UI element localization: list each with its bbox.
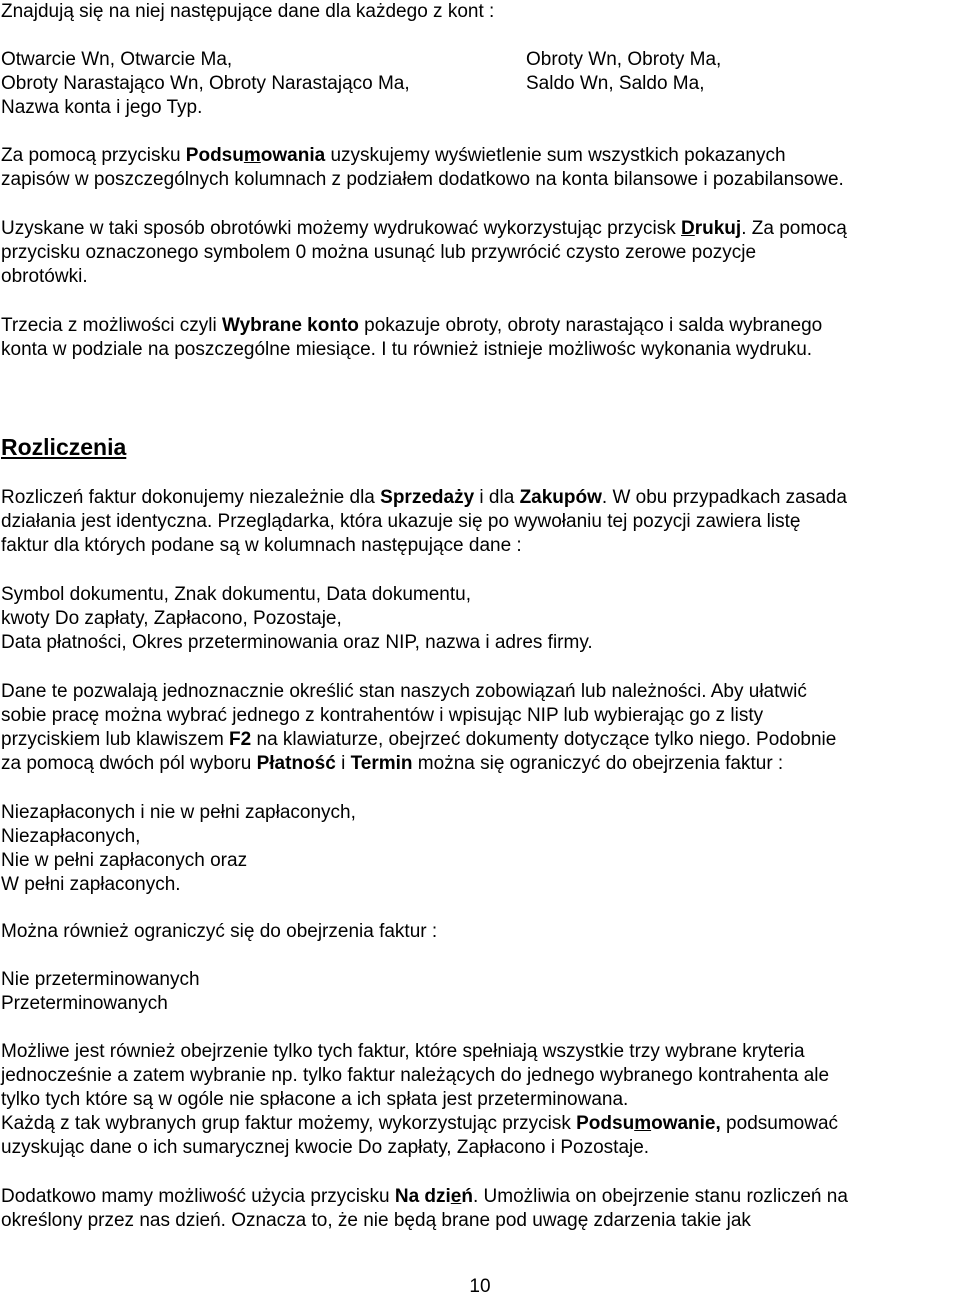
text-line [1,1185,957,1209]
na-dzien-button-ref [395,1186,473,1207]
text-run: . W obu przypadkach zasada [601,487,847,508]
text-run: Każdą z tak wybranych grup faktur możemy, wykorzystując przycisk [1,1113,577,1134]
text-line [1,144,957,168]
text-line: zapisów w poszczególnych kolumnach z podziałem dodatkowo na konta bilansowe i pozabilansowe. [1,169,844,190]
text-run: rukuj [694,218,742,239]
text-line [1,217,957,241]
text-run: owania [260,145,326,166]
text-run: Na dzi [394,1186,451,1207]
field-line: Nazwa konta i jego Typ. [1,97,203,118]
text-line [1,314,957,338]
list-item: Nie przeterminowanych [1,969,200,990]
list-item: Data płatności, Okres przeterminowania oraz NIP, nazwa i adres firmy. [1,632,593,653]
text-run: pokazuje obroty, obroty narastająco i salda wybranego [358,315,823,336]
field-line: Obroty Narastająco Wn, Obroty Narastająco Ma, [1,73,410,94]
text-line: obrotówki. [1,266,88,287]
paragraph-term [1,920,957,944]
text-run: owanie, [651,1113,721,1134]
zakupow-ref: Zakupów [519,487,602,508]
paragraph-podsumowania [1,144,957,192]
text-run: ń [461,1186,473,1207]
text-run: uzyskujemy wyświetlenie sum wszystkich pokazanych [325,145,786,166]
field-line: Otwarcie Wn, Otwarcie Ma, [1,49,233,70]
text-run: i dla [474,487,520,508]
termin-field-ref: Termin [350,753,413,774]
text-line: Dane te pozwalają jednoznacznie określić stan naszych zobowiązań lub należności. Aby ułatwić [1,681,807,702]
podsumowania-button-ref [186,145,325,166]
list-item: Przeterminowanych [1,993,168,1014]
intro-line: Znajdują się na niej następujące dane dla każdego z kont : [1,1,495,22]
text-line: przycisku oznaczonego symbolem 0 można usunąć lub przywrócić czysto zerowe pozycje [1,242,757,263]
account-fields [1,48,957,120]
text-line: jednocześnie a zatem wybranie np. tylko faktur należących do jednego wybranego kontrahenta ale [1,1065,830,1086]
paragraph-wybrane-konto [1,314,957,362]
wybrane-konto-ref: Wybrane konto [222,315,359,336]
paragraph-criteria [1,1040,957,1160]
heading-rozliczenia: Rozliczenia [1,434,127,460]
columns-list [1,583,957,655]
sprzedazy-ref: Sprzedaży [380,487,475,508]
field-line: Obroty Wn, Obroty Ma, [526,49,722,70]
text-run: za pomocą dwóch pól wyboru [1,753,257,774]
payment-options-list [1,801,957,897]
text-run: Dodatkowo mamy możliwość użycia przycisku [1,1186,395,1207]
text-run: e [450,1186,462,1207]
text-run: na klawiaturze, obejrzeć dokumenty dotyczące tylko niego. Podobnie [251,729,837,750]
text-line: uzyskując dane o ich sumarycznej kwocie Do zapłaty, Zapłacono i Pozostaje. [1,1137,650,1158]
drukuj-button-ref [681,218,741,239]
list-item: Niezapłaconych i nie w pełni zapłaconych, [1,802,356,823]
text-run: i [335,753,351,774]
text-run: D [681,218,695,239]
text-run: Podsu [576,1113,635,1134]
text-run: . Za pomocą [741,218,847,239]
f2-key-ref: F2 [229,729,252,750]
text-run: Podsu [185,145,244,166]
paragraph-drukuj [1,217,957,289]
text-line: określony przez nas dzień. Oznacza to, że nie będą brane pod uwagę zdarzenia takie jak [1,1210,751,1231]
text-run: m [634,1113,652,1134]
term-options-list [1,968,957,1016]
platnosc-field-ref: Płatność [256,753,336,774]
text-run: Za pomocą przycisku [1,145,186,166]
fields-left-column [1,48,957,120]
text-line [1,752,957,776]
field-line: Saldo Wn, Saldo Ma, [526,73,705,94]
text-run: . Umożliwia on obejrzenie stanu rozliczeń na [472,1186,848,1207]
text-line [1,1112,957,1136]
text-run: Uzyskane w taki sposób obrotówki możemy wydrukować wykorzystując przycisk [1,218,681,239]
text-line: sobie pracę można wybrać jednego z kontrahentów i wpisując NIP lub wybierając go z listy [1,705,764,726]
podsumowanie-button-ref [576,1113,721,1134]
list-item: W pełni zapłaconych. [1,874,181,895]
paragraph-rozliczenia [1,486,957,558]
page-number: 10 [469,1276,491,1297]
text-run: Trzecia z możliwości czyli [1,315,222,336]
fields-right-column [526,48,721,96]
list-item: Nie w pełni zapłaconych oraz [1,850,248,871]
text-line [1,728,957,752]
text-line [1,486,957,510]
list-item: Niezapłaconych, [1,826,141,847]
paragraph-filters [1,680,957,776]
text-run: można się ograniczyć do obejrzenia faktur : [412,753,784,774]
text-run: przyciskiem lub klawiszem [1,729,230,750]
text-line: konta w podziale na poszczególne miesiące. I tu również istnieje możliwośc wykonania wydruku. [1,339,813,360]
text-line: Można również ograniczyć się do obejrzenia faktur : [1,921,438,942]
text-line: faktur dla których podane są w kolumnach następujące dane : [1,535,522,556]
text-line: tylko tych które są w ogóle nie spłacone a ich spłata jest przeterminowana. [1,1089,629,1110]
text-run: Rozliczeń faktur dokonujemy niezależnie dla [1,487,381,508]
list-item: kwoty Do zapłaty, Zapłacono, Pozostaje, [1,608,342,629]
text-run: m [243,145,261,166]
text-run: podsumować [720,1113,839,1134]
paragraph-na-dzien [1,1185,957,1233]
text-line: działania jest identyczna. Przeglądarka, która ukazuje się po wywołaniu tej pozycji zawiera listę [1,511,801,532]
list-item: Symbol dokumentu, Znak dokumentu, Data dokumentu, [1,584,471,605]
section-heading [1,433,957,462]
text-line: Możliwe jest również obejrzenie tylko tych faktur, które spełniają wszystkie trzy wybrane kryteria [1,1041,805,1062]
intro-paragraph [1,0,957,24]
